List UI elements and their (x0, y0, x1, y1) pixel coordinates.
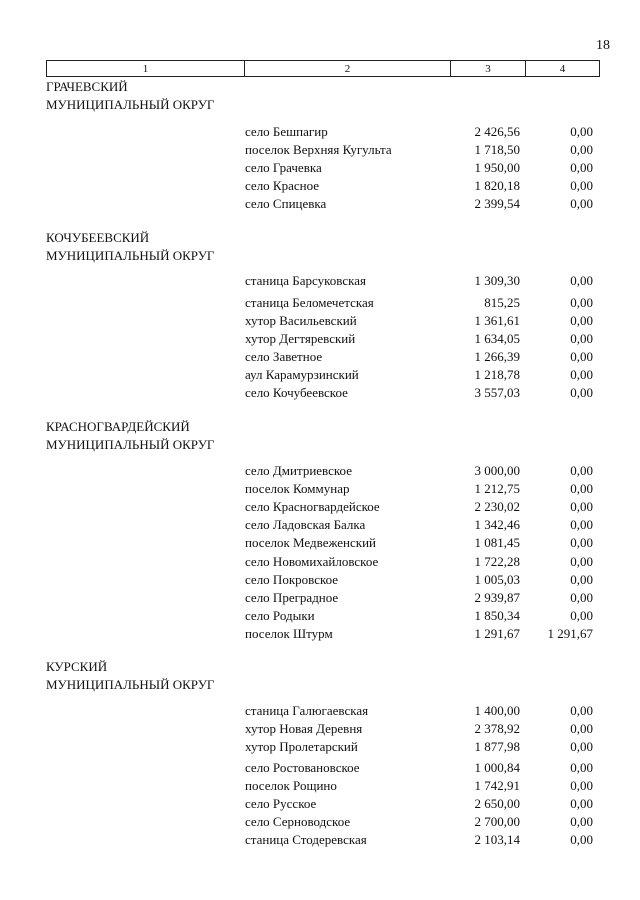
district-heading-line: КУРСКИЙ (46, 659, 108, 674)
column-3-value: 3 557,03 (474, 385, 520, 400)
column-4-value: 0,00 (570, 814, 593, 829)
settlement-name: село Родыки (245, 608, 315, 623)
settlement-name: село Ладовская Балка (245, 517, 366, 532)
column-4-value: 0,00 (570, 481, 593, 496)
column-3-value: 815,25 (484, 295, 520, 310)
district-heading (46, 78, 286, 114)
settlement-name: село Красногвардейское (245, 499, 380, 514)
column-3-value: 1 718,50 (474, 142, 520, 157)
column-4-value: 0,00 (570, 572, 593, 587)
column-4-value: 1 291,67 (547, 626, 593, 641)
column-4-value: 0,00 (570, 739, 593, 754)
settlement-name: поселок Штурм (245, 626, 333, 641)
column-4-value: 0,00 (570, 349, 593, 364)
table-row (0, 348, 640, 366)
table-row (0, 702, 640, 720)
column-4-value: 0,00 (570, 590, 593, 605)
column-4-value: 0,00 (570, 554, 593, 569)
settlement-name: хутор Дегтяревский (245, 331, 356, 346)
table-row (0, 571, 640, 589)
settlement-name: село Бешпагир (245, 124, 328, 139)
table-row (0, 366, 640, 384)
settlement-name: село Грачевка (245, 160, 322, 175)
column-3-value: 1 291,67 (474, 626, 520, 641)
settlement-name: село Кочубеевское (245, 385, 348, 400)
settlement-name: хутор Васильевский (245, 313, 357, 328)
settlement-name: поселок Верхняя Кугульта (245, 142, 392, 157)
table-row (0, 795, 640, 813)
column-4-value: 0,00 (570, 535, 593, 550)
column-4-value: 0,00 (570, 499, 593, 514)
district-heading (46, 418, 286, 454)
settlement-name: поселок Коммунар (245, 481, 350, 496)
table-row (0, 159, 640, 177)
district-heading (46, 229, 286, 265)
column-3-value: 1 850,34 (474, 608, 520, 623)
column-header-4: 4 (559, 62, 566, 75)
column-3-value: 2 103,14 (474, 832, 520, 847)
column-3-value: 2 378,92 (474, 721, 520, 736)
settlement-name: аул Карамурзинский (245, 367, 359, 382)
column-4-value: 0,00 (570, 295, 593, 310)
district-heading-line: МУНИЦИПАЛЬНЫЙ ОКРУГ (46, 97, 215, 112)
settlement-name: село Русское (245, 796, 317, 811)
column-4-value: 0,00 (570, 721, 593, 736)
column-4-value: 0,00 (570, 178, 593, 193)
column-4-value: 0,00 (570, 760, 593, 775)
column-3-value: 2 426,56 (474, 124, 520, 139)
district-heading-line: МУНИЦИПАЛЬНЫЙ ОКРУГ (46, 677, 215, 692)
column-4-value: 0,00 (570, 124, 593, 139)
table-row (0, 516, 640, 534)
column-3-value: 1 000,84 (474, 760, 520, 775)
table-row (0, 607, 640, 625)
column-3-value: 1 218,78 (474, 367, 520, 382)
column-3-value: 1 400,00 (474, 703, 520, 718)
table-row (0, 480, 640, 498)
column-3-value: 1 634,05 (474, 331, 520, 346)
table-row (0, 462, 640, 480)
column-3-value: 1 361,61 (474, 313, 520, 328)
settlement-name: село Красное (245, 178, 320, 193)
settlement-name: село Ростовановское (245, 760, 360, 775)
column-header-3: 3 (451, 61, 526, 76)
table-row (0, 195, 640, 213)
district-heading-line: КРАСНОГВАРДЕЙСКИЙ (46, 419, 190, 434)
table-row (0, 553, 640, 571)
column-3-value: 2 650,00 (474, 796, 520, 811)
column-3-value: 2 399,54 (474, 196, 520, 211)
table-row (0, 589, 640, 607)
settlement-name: станица Стодеревская (245, 832, 367, 847)
column-4-value: 0,00 (570, 517, 593, 532)
table-row (0, 141, 640, 159)
settlement-name: хутор Пролетарский (245, 739, 358, 754)
column-4-value: 0,00 (570, 778, 593, 793)
table-row (0, 330, 640, 348)
table-row (0, 498, 640, 516)
district-heading-line: МУНИЦИПАЛЬНЫЙ ОКРУГ (46, 248, 215, 263)
column-3-value: 1 342,46 (474, 517, 520, 532)
table-row (0, 294, 640, 312)
column-3-value: 1 877,98 (474, 739, 520, 754)
column-3-value: 1 950,00 (474, 160, 520, 175)
column-header-2: 2 (245, 61, 451, 76)
column-3-value: 1 722,28 (474, 554, 520, 569)
settlement-name: поселок Рощино (245, 778, 337, 793)
table-row (0, 813, 640, 831)
column-3-value: 1 742,91 (474, 778, 520, 793)
district-heading-line: МУНИЦИПАЛЬНЫЙ ОКРУГ (46, 437, 215, 452)
settlement-name: село Покровское (245, 572, 339, 587)
table-row (0, 625, 640, 643)
settlement-name: село Серноводское (245, 814, 351, 829)
column-3-value: 1 309,30 (474, 273, 520, 288)
column-4-value: 0,00 (570, 703, 593, 718)
column-3-value: 1 266,39 (474, 349, 520, 364)
column-3-value: 1 081,45 (474, 535, 520, 550)
column-4-value: 0,00 (570, 331, 593, 346)
settlement-name: станица Галюгаевская (245, 703, 369, 718)
column-4-value: 0,00 (570, 313, 593, 328)
district-heading-line: ГРАЧЕВСКИЙ (46, 79, 128, 94)
column-3-value: 1 820,18 (474, 178, 520, 193)
district-heading-line: КОЧУБЕЕВСКИЙ (46, 230, 150, 245)
column-4-value: 0,00 (570, 385, 593, 400)
table-row (0, 738, 640, 756)
column-3-value: 2 700,00 (474, 814, 520, 829)
settlement-name: село Дмитриевское (245, 463, 352, 478)
column-4-value: 0,00 (570, 796, 593, 811)
column-3-value: 2 230,02 (474, 499, 520, 514)
settlement-name: станица Беломечетская (245, 295, 374, 310)
column-4-value: 0,00 (570, 463, 593, 478)
table-row (0, 123, 640, 141)
page-number: 18 (596, 38, 610, 53)
column-4-value: 0,00 (570, 608, 593, 623)
column-header-row (46, 60, 600, 77)
table-row (0, 272, 640, 290)
settlement-name: поселок Медвеженский (245, 535, 377, 550)
column-3-value: 1 005,03 (474, 572, 520, 587)
column-4-value: 0,00 (570, 196, 593, 211)
district-heading (46, 658, 286, 694)
column-4-value: 0,00 (570, 273, 593, 288)
table-row (0, 831, 640, 849)
settlement-name: село Новомихайловское (245, 554, 379, 569)
table-row (0, 720, 640, 738)
table-row (0, 177, 640, 195)
settlement-name: село Преградное (245, 590, 339, 605)
column-4-value: 0,00 (570, 160, 593, 175)
settlement-name: станица Барсуковская (245, 273, 366, 288)
column-header-1: 1 (47, 61, 245, 76)
settlement-name: село Спицевка (245, 196, 327, 211)
table-row (0, 777, 640, 795)
settlement-name: село Заветное (245, 349, 323, 364)
table-row (0, 312, 640, 330)
column-4-value: 0,00 (570, 832, 593, 847)
table-row (0, 534, 640, 552)
column-4-value: 0,00 (570, 367, 593, 382)
column-4-value: 0,00 (570, 142, 593, 157)
column-3-value: 2 939,87 (474, 590, 520, 605)
column-3-value: 3 000,00 (474, 463, 520, 478)
column-3-value: 1 212,75 (474, 481, 520, 496)
table-row (0, 384, 640, 402)
table-row (0, 759, 640, 777)
settlement-name: хутор Новая Деревня (245, 721, 363, 736)
